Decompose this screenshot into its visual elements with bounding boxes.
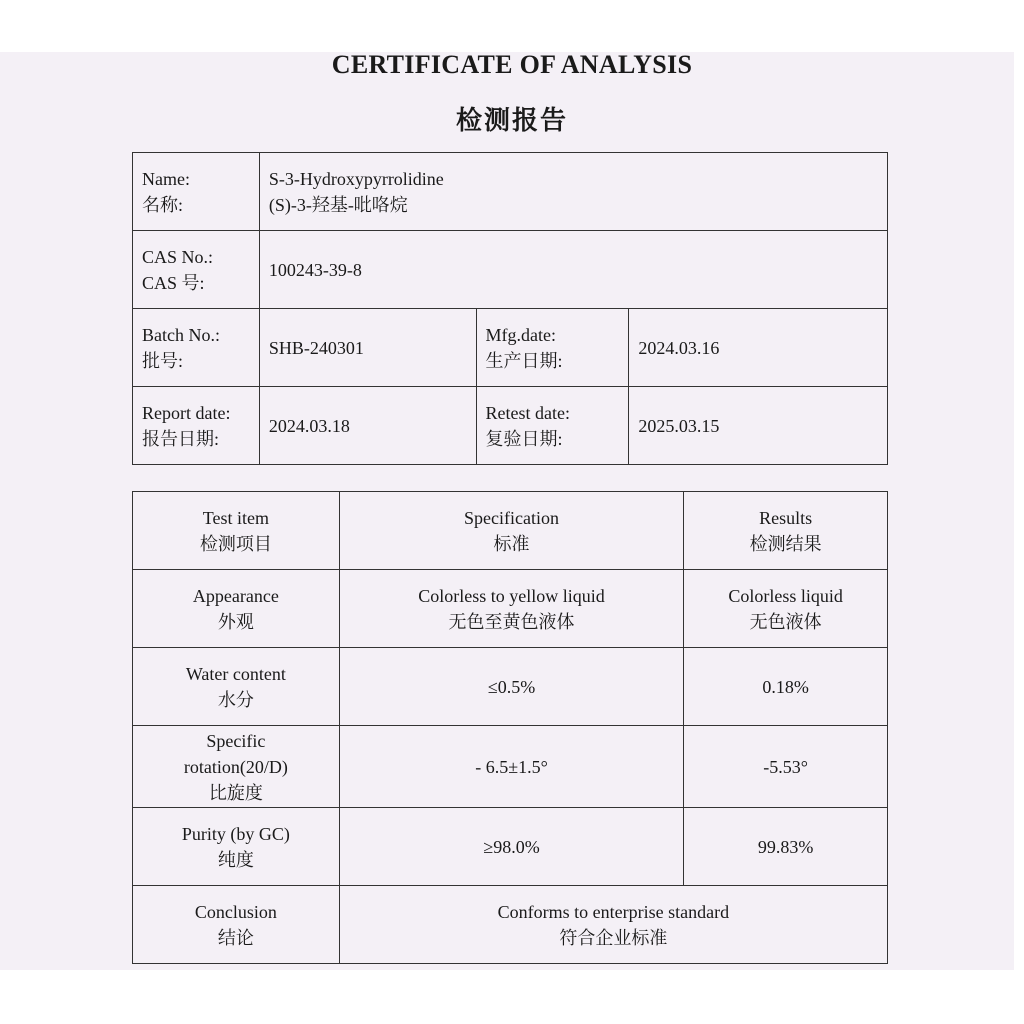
test-item-appearance: Appearance 外观	[133, 570, 340, 648]
spec-water-content: ≤0.5%	[339, 648, 683, 726]
name-value: S-3-Hydroxypyrrolidine (S)-3-羟基-吡咯烷	[259, 153, 887, 231]
header-specification: Specification 标准	[339, 492, 683, 570]
test-item-purity: Purity (by GC) 纯度	[133, 808, 340, 886]
batch-value: SHB-240301	[259, 309, 476, 387]
result-appearance: Colorless liquid 无色液体	[684, 570, 888, 648]
table-row	[133, 726, 888, 808]
header-test-item: Test item 检测项目	[133, 492, 340, 570]
conclusion-label: Conclusion 结论	[133, 886, 340, 964]
result-water-content: 0.18%	[684, 648, 888, 726]
batch-label: Batch No.: 批号:	[133, 309, 260, 387]
mfg-date-label: Mfg.date: 生产日期:	[476, 309, 629, 387]
product-info-table	[132, 152, 888, 465]
result-purity: 99.83%	[684, 808, 888, 886]
spec-specific-rotation: - 6.5±1.5°	[339, 726, 683, 808]
table-row	[133, 153, 888, 231]
document-title: CERTIFICATE OF ANALYSIS	[331, 50, 693, 79]
result-specific-rotation: -5.53°	[684, 726, 888, 808]
conclusion-value: Conforms to enterprise standard 符合企业标准	[339, 886, 887, 964]
report-date-value: 2024.03.18	[259, 387, 476, 465]
retest-date-label: Retest date: 复验日期:	[476, 387, 629, 465]
table-row	[133, 231, 888, 309]
spec-purity: ≥98.0%	[339, 808, 683, 886]
test-results-table	[132, 491, 888, 964]
header-results: Results 检测结果	[684, 492, 888, 570]
table-row	[133, 387, 888, 465]
spec-appearance: Colorless to yellow liquid 无色至黄色液体	[339, 570, 683, 648]
document-subtitle: 检测报告	[455, 106, 568, 135]
table-row	[133, 570, 888, 648]
mfg-date-value: 2024.03.16	[629, 309, 888, 387]
table-row	[133, 808, 888, 886]
retest-date-value: 2025.03.15	[629, 387, 888, 465]
table-row	[133, 648, 888, 726]
test-item-specific-rotation: Specific rotation(20/D) 比旋度	[133, 726, 340, 808]
report-date-label: Report date: 报告日期:	[133, 387, 260, 465]
table-row	[133, 886, 888, 964]
cas-value: 100243-39-8	[259, 231, 887, 309]
test-item-water-content: Water content 水分	[133, 648, 340, 726]
cas-label: CAS No.: CAS 号:	[133, 231, 260, 309]
name-label: Name: 名称:	[133, 153, 260, 231]
table-header-row	[133, 492, 888, 570]
table-row	[133, 309, 888, 387]
